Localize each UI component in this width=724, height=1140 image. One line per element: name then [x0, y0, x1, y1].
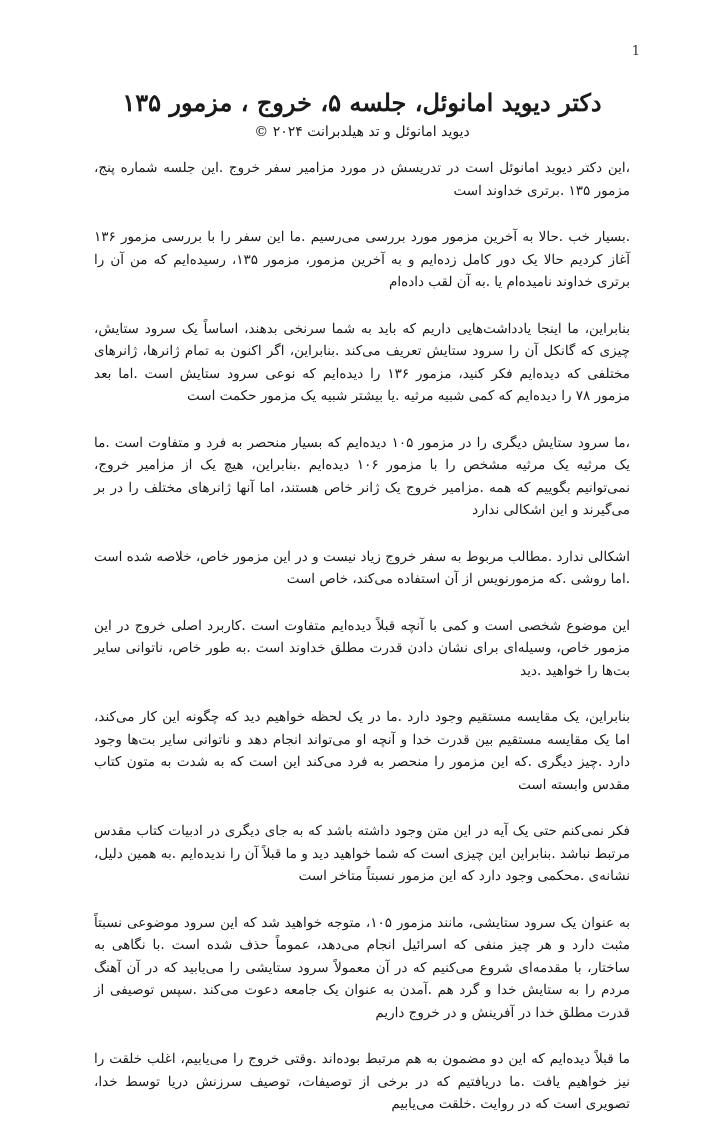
- paragraph: ما قبلاً دیده‌ایم که این دو مضمون به هم مرتبط بوده‌اند .وقتی خروج را می‌یابیم، اغلب خلقت را نیز خواهیم یافت .ما دریافتیم که در برخی از توصیفات، توصیف سرزنش دریا توسط خدا، تصویری است که در روایت .خلقت می‌یابیم: [94, 1051, 630, 1112]
- paragraph: ،ما سرود ستایش دیگری را در مزمور ۱۰۵ دیده‌ایم که بسیار منحصر به فرد و متفاوت است .ما یک مرثیه یک مرثیه مشخص را با مزمور ۱۰۶ دیده‌ایم .بنابراین، هیچ یک از مزامیر خروج، نمی‌توانیم بگوییم که همه .مزامیر خروج یک ژانر خاص هستند، اما آنها ژانرهای مختلف را در بر می‌گیرند و این اشکالی ندارد: [94, 434, 630, 518]
- paragraph: ،این دکتر دیوید امانوئل است در تدریسش در مورد مزامیر سفر خروج .این جلسه شماره پنج، مزمور ۱۳۵ .برتری خداوند است: [94, 160, 630, 199]
- document-body: [94, 157, 630, 1140]
- document-title: دکتر دیوید امانوئل، جلسه ۵، خروج ، مزمور ۱۳۵: [122, 88, 602, 117]
- paragraph: بنابراین، یک مقایسه مستقیم وجود دارد .ما در یک لحظه خواهیم دید که چگونه این کار می‌کند، اما یک مقایسه مستقیم بین قدرت خدا و آنچه او می‌تواند انجام دهد و ناتوانی سایر بت‌ها وجود دارد .چیز دیگری .که این مزمور را منحصر به فرد می‌کند این است که به شدت به متون کتاب مقدس وابسته است: [94, 709, 630, 793]
- paragraph: به عنوان یک سرود ستایشی، مانند مزمور ۱۰۵، متوجه خواهید شد که این سرود موضوعی نسبتاً مثبت دارد و هر چیز منفی که اسرائیل انجام می‌دهد، عموماً حذف شده است .با نگاهی به ساختار، با مقدمه‌ای شروع می‌کنیم که در آن معمولاً سرود ستایشی را می‌یابید که در آن آهنگ مردم را به ستایش خدا و گرد هم .آمدن به عنوان یک جامعه دعوت می‌کند .سپس توصیفی از قدرت مطلق خدا در آفرینش و در خروج داریم: [94, 914, 630, 1021]
- paragraph: .بسیار خب .حالا به آخرین مزمور مورد بررسی می‌رسیم .ما این سفر را با بررسی مزمور ۱۳۶ آغاز کردیم حالا یک دور کامل زده‌ایم و به آخرین مزمور، مزمور ۱۳۵، رسیده‌ایم که من آن را برتری خداوند نامیده‌ام یا .به آن لقب داده‌ام: [94, 229, 631, 290]
- document-subtitle: دیوید امانوئل و تد هیلدبرانت ۲۰۲۴ ©: [254, 124, 470, 140]
- paragraph: این موضوع شخصی است و کمی با آنچه قبلاً دیده‌ایم متفاوت است .کاربرد اصلی خروج در این مزمور خاص، وسیله‌ای برای نشان دادن قدرت مطلق خداوند است .به طور خاص، ناتوانی سایر بت‌ها را خواهید .دید: [94, 617, 630, 679]
- paragraph: فکر نمی‌کنم حتی یک آیه در این متن وجود داشته باشد که به جای دیگری در ادبیات کتاب مقدس مرتبط نباشد .بنابراین این چیزی است که شما خواهید دید و ما قبلاً آن را ندیده‌ایم .به همین دلیل، نشانه‌ی .محکمی وجود دارد که این مزمور نسبتاً متاخر است: [94, 823, 630, 884]
- paragraph: اشکالی ندارد .مطالب مربوط به سفر خروج زیاد نیست و در این مزمور خاص، خلاصه شده است .اما روشی .که مزمورنویس از آن استفاده می‌کند، خاص است: [94, 548, 630, 587]
- paragraph: بنابراین، ما اینجا یادداشت‌هایی داریم که باید به شما سرنخی بدهند، اساساً یک سرود ستایش، چیزی که گانکل آن را سرود ستایش تعریف می‌کند .بنابراین، اگر اکنون به تمام ژانرها، ژانرهای مختلفی که دیده‌ایم فکر کنید، مزمور ۱۳۶ را دیده‌ایم که نوعی سرود ستایش است .اما بعد مزمور ۷۸ را دیده‌ایم که کمی شبیه مرثیه .یا بیشتر شبیه یک مزمور حکمت است: [94, 320, 630, 404]
- page-number: 1: [631, 44, 640, 59]
